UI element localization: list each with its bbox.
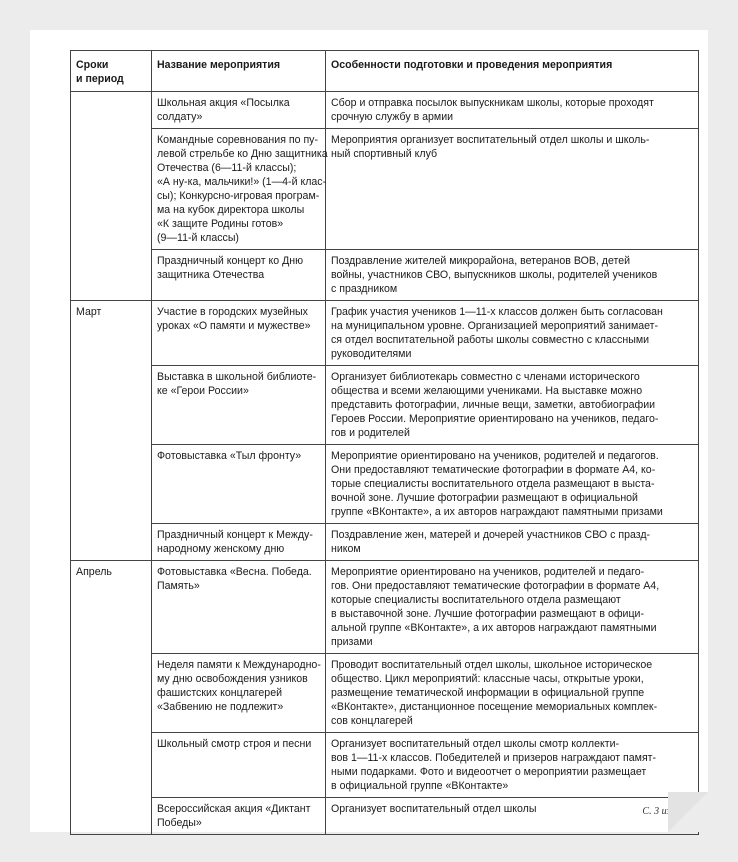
event-name-cell	[152, 445, 326, 524]
event-details-line: руководителями	[331, 348, 412, 360]
table-row	[71, 445, 699, 524]
period-cell	[71, 524, 152, 561]
period-cell	[71, 301, 152, 366]
event-details-line: войны, участников СВО, выпускников школы, родителей учеников	[331, 269, 658, 281]
event-details-line: в выставочной зоне. Лучшие фотографии размещают в офици-	[331, 608, 644, 620]
header-event-details	[326, 51, 699, 92]
event-name-line: Всероссийская акция «Диктант	[157, 803, 311, 815]
header-event-details-line: Особенности подготовки и проведения мероприятия	[331, 59, 613, 71]
event-name-line: (9—11-й классы)	[157, 232, 239, 244]
table-header-row	[71, 51, 699, 92]
event-name-cell	[152, 798, 326, 835]
event-name-line: сы); Конкурсно-игровая програм-	[157, 190, 320, 202]
event-details-cell	[326, 524, 699, 561]
event-details-line: торые специалисты воспитательного отдела размещают в выста-	[331, 478, 655, 490]
event-details-cell	[326, 92, 699, 129]
event-details-line: Мероприятие ориентировано на учеников, родителей и педаго-	[331, 566, 645, 578]
event-details-line: ником	[331, 543, 361, 555]
period-cell	[71, 561, 152, 654]
event-name-line: Победы»	[157, 817, 202, 829]
event-details-line: вочной зоне. Лучшие фотографии размещают в официальной	[331, 492, 638, 504]
event-name-cell	[152, 561, 326, 654]
table-row	[71, 524, 699, 561]
event-details-line: представить фотографии, личные вещи, заметки, автобиографии	[331, 399, 656, 411]
period-cell	[71, 654, 152, 733]
event-details-line: в официальной группе «ВКонтакте»	[331, 780, 509, 792]
period-cell	[71, 250, 152, 301]
page-number: С. 3 из 5	[642, 806, 678, 817]
event-name-cell	[152, 129, 326, 250]
table-row	[71, 92, 699, 129]
event-name-line: «Забвению не подлежит»	[157, 701, 284, 713]
event-details-cell	[326, 301, 699, 366]
event-details-line: Организует библиотекарь совместно с членами исторического	[331, 371, 640, 383]
event-name-line: защитника Отечества	[157, 269, 265, 281]
event-details-line: Героев России. Мероприятие ориентировано на учеников, педаго-	[331, 413, 659, 425]
event-details-cell	[326, 445, 699, 524]
event-name-line: ма на кубок директора школы	[157, 204, 305, 216]
event-name-line: му дню освобождения узников	[157, 673, 308, 685]
event-name-line: «А ну-ка, мальчики!» (1—4-й клас-	[157, 176, 327, 188]
document-page	[30, 30, 708, 832]
event-name-cell	[152, 92, 326, 129]
event-name-line: Участие в городских музейных	[157, 306, 308, 318]
event-details-line: ся отдел воспитательной работы школы совместно с классными	[331, 334, 650, 346]
event-name-line: Фотовыставка «Весна. Победа.	[157, 566, 312, 578]
event-name-line: Командные соревнования по пу-	[157, 134, 319, 146]
event-name-line: уроках «О памяти и мужестве»	[157, 320, 311, 332]
event-details-line: Поздравление жителей микрорайона, ветеранов ВОВ, детей	[331, 255, 631, 267]
event-name-line: фашистских концлагерей	[157, 687, 283, 699]
event-details-line: «ВКонтакте», дистанционное посещение мемориальных комплек-	[331, 701, 658, 713]
event-details-line: гов. Они предоставляют тематические фотографии в формате А4,	[331, 580, 660, 592]
event-details-line: Проводит воспитательный отдел школы, школьное историческое	[331, 659, 653, 671]
event-details-cell	[326, 250, 699, 301]
period-cell	[71, 445, 152, 524]
event-details-line: Они предоставляют тематические фотографии в формате А4, ко-	[331, 464, 656, 476]
header-period-line: и период	[76, 73, 124, 85]
period-cell	[71, 92, 152, 129]
event-name-cell	[152, 366, 326, 445]
table-row	[71, 798, 699, 835]
event-details-line: призами	[331, 636, 373, 648]
event-details-cell	[326, 366, 699, 445]
page-corner-fold	[668, 792, 708, 832]
event-name-line: «К защите Родины готов»	[157, 218, 284, 230]
event-name-cell	[152, 524, 326, 561]
event-details-line: срочную службу в армии	[331, 111, 454, 123]
event-details-cell	[326, 733, 699, 798]
table-row	[71, 129, 699, 250]
table-row	[71, 366, 699, 445]
table-row	[71, 733, 699, 798]
event-details-line: Сбор и отправка посылок выпускникам школы, которые проходят	[331, 97, 654, 109]
event-details-line: График участия учеников 1—11-х классов должен быть согласован	[331, 306, 663, 318]
event-name-cell	[152, 654, 326, 733]
event-name-line: Праздничный концерт ко Дню	[157, 255, 304, 267]
event-details-line: сов концлагерей	[331, 715, 413, 727]
event-name-line: Память»	[157, 580, 200, 592]
event-name-line: ке «Герои России»	[157, 385, 249, 397]
table-row	[71, 301, 699, 366]
header-period-line: Сроки	[76, 59, 109, 71]
period-cell	[71, 798, 152, 835]
event-details-line: с праздником	[331, 283, 398, 295]
event-name-line: Школьный смотр строя и песни	[157, 738, 312, 750]
period-label: Апрель	[76, 566, 112, 578]
event-details-line: Организует воспитательный отдел школы смотр коллекти-	[331, 738, 620, 750]
event-details-line: ный спортивный клуб	[331, 148, 438, 160]
event-name-line: Фотовыставка «Тыл фронту»	[157, 450, 302, 462]
header-period	[71, 51, 152, 92]
period-cell	[71, 129, 152, 250]
event-details-line: общество. Цикл мероприятий: классные часы, открытые уроки,	[331, 673, 644, 685]
event-name-cell	[152, 250, 326, 301]
event-details-line: на муниципальном уровне. Организацией мероприятий занимает-	[331, 320, 659, 332]
event-details-line: размещение тематической информации в официальной группе	[331, 687, 645, 699]
event-details-line: общества и всеми желающими учениками. На выставке можно	[331, 385, 643, 397]
event-details-cell	[326, 129, 699, 250]
event-details-line: гов и родителей	[331, 427, 410, 439]
event-details-line: группе «ВКонтакте», а их авторов награждают памятными призами	[331, 506, 663, 518]
event-name-line: Неделя памяти к Международно-	[157, 659, 321, 671]
event-name-line: Отечества (6—11-й классы);	[157, 162, 297, 174]
event-details-line: Организует воспитательный отдел школы	[331, 803, 537, 815]
event-name-line: народному женскому дню	[157, 543, 285, 555]
table-row	[71, 654, 699, 733]
event-details-line: альной группе «ВКонтакте», а их авторов награждают памятными	[331, 622, 657, 634]
event-details-line: Поздравление жен, матерей и дочерей участников СВО с празд-	[331, 529, 651, 541]
table-row	[71, 250, 699, 301]
table-row	[71, 561, 699, 654]
event-name-line: Выставка в школьной библиоте-	[157, 371, 317, 383]
event-details-line: вов 1—11-х классов. Победителей и призеров награждают памят-	[331, 752, 657, 764]
event-name-line: Праздничный концерт к Между-	[157, 529, 313, 541]
period-cell	[71, 366, 152, 445]
event-name-line: Школьная акция «Посылка	[157, 97, 290, 109]
period-cell	[71, 733, 152, 798]
event-details-line: Мероприятие ориентировано на учеников, родителей и педагогов.	[331, 450, 659, 462]
period-label: Март	[76, 306, 102, 318]
header-event-name	[152, 51, 326, 92]
event-details-cell	[326, 654, 699, 733]
event-details-line: ными подарками. Фото и видеоотчет о мероприятии размещает	[331, 766, 647, 778]
event-name-line: солдату»	[157, 111, 203, 123]
event-details-cell	[326, 561, 699, 654]
header-event-name-line: Название мероприятия	[157, 59, 281, 71]
event-name-cell	[152, 301, 326, 366]
event-name-cell	[152, 733, 326, 798]
event-details-line: которые специалисты воспитательного отдела размещают	[331, 594, 621, 606]
events-table	[70, 50, 699, 835]
event-name-line: левой стрельбе ко Дню защитника	[157, 148, 328, 160]
event-details-line: Мероприятия организует воспитательный отдел школы и школь-	[331, 134, 650, 146]
